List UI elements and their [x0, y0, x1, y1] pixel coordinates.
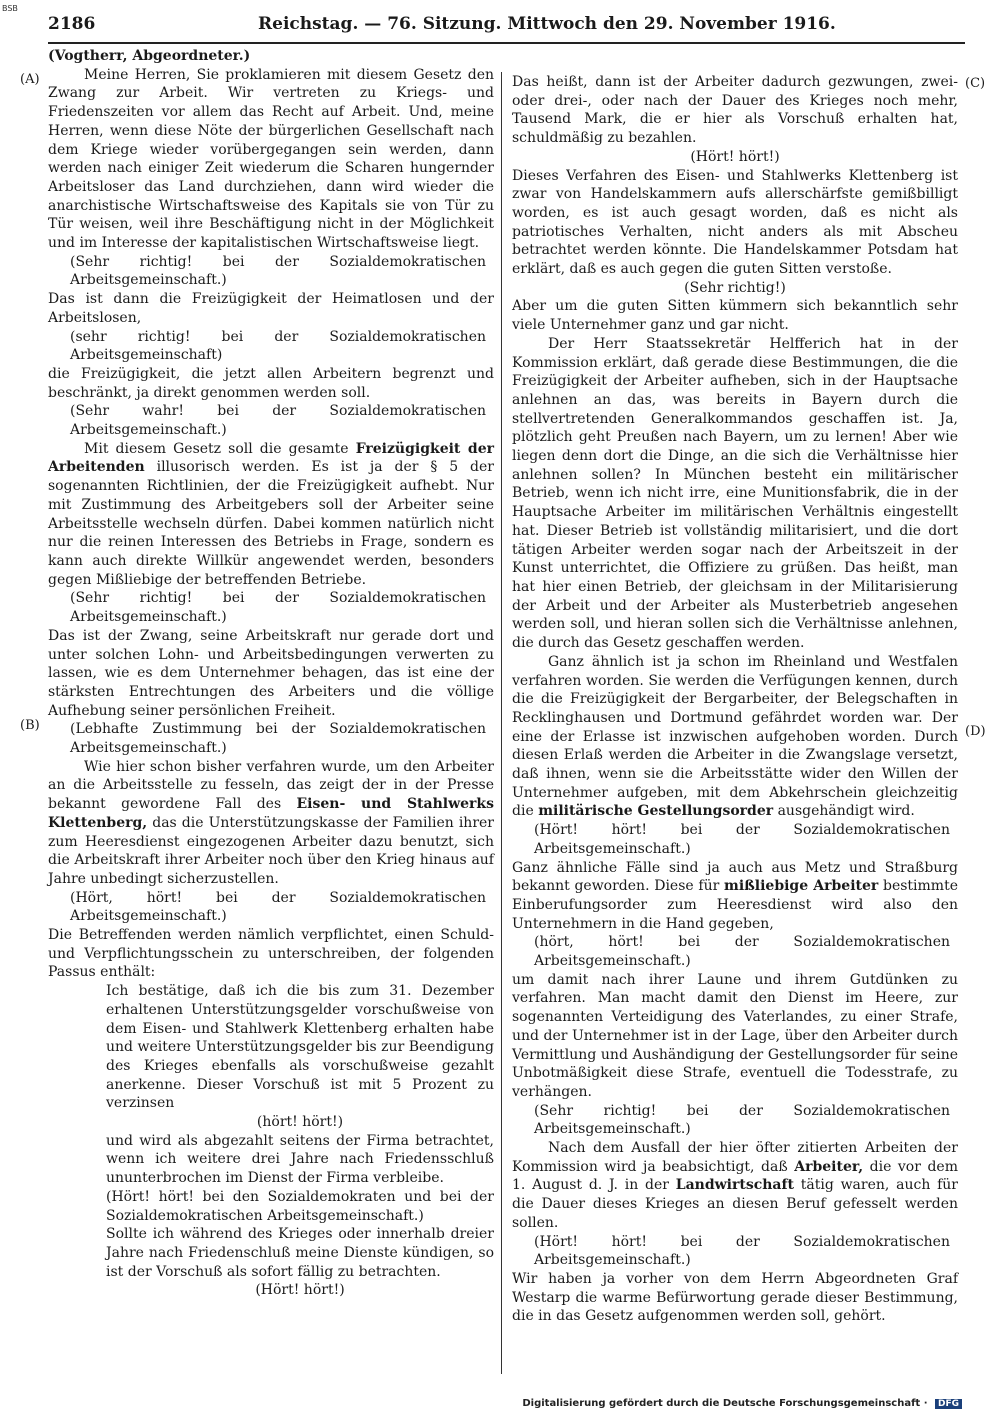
paragraph: die Freizügigkeit, die jetzt allen Arbeitern begrenzt und beschränkt, ja direkt genommen werden soll. [48, 365, 494, 401]
footer-credit [522, 1398, 962, 1409]
interjection: (Sehr richtig! bei der Sozialdemokratischen Arbeitsgemeinschaft.) [534, 1102, 950, 1138]
column-divider [501, 72, 502, 1374]
quote-text: Ich bestätige, daß ich die bis zum 31. Dezember erhaltenen Unterstützungsgelder vorschußweise von dem Eisen- und Stahlwerk Klettenberg erhalten habe und weitere Unterstützungsgelder bis zur Beendigung des Krieges ebenfalls als vorschußweise gezahlt anerkenne. Dieser Vorschuß ist mit 5 Prozent zu verzinsen [106, 983, 494, 1112]
paragraph: Ganz ähnlich ist ja schon im Rheinland und Westfalen verfahren worden. Sie werden die Verfügungen kennen, durch die die Freizügigkeit der Bergarbeiter, der Belegschaften in Recklinghausen und Dortmund gefährdet worden war. Der eine der Erlasse ist inzwischen aufgehoben worden. Durch diesen Erlaß werden die Arbeiter in die Zwangslage versetzt, daß ihnen, wenn sie die Arbeitsstätte wider den Willen der Unternehmer aufgeben, mit dem Abkehrschein gleichzeitig die militärische Gestellungsorder ausgehändigt wird. [512, 653, 958, 820]
speaker-label: (Vogtherr, Abgeordneter.) [48, 48, 251, 64]
interjection: (Hört! hört!) [690, 148, 780, 165]
header-rule [48, 42, 965, 44]
paragraph: Das heißt, dann ist der Arbeiter dadurch gezwungen, zwei- oder drei-, oder nach der Dauer des Krieges noch mehr, Tausend Mark, die er hier als Vorschuß erhalten hat, schuldmäßig zu bezahlen. [512, 74, 958, 147]
quote-text: und wird als abgezahlt seitens der Firma betrachtet, wenn ich weitere drei Jahre nach Friedensschluß ununterbrochen im Dienst der Firma verbleibe. [106, 1132, 494, 1187]
page-header [48, 14, 963, 42]
interjection: (sehr richtig! bei der Sozialdemokratischen Arbeitsgemeinschaft) [70, 328, 486, 364]
library-tag: BSB [2, 4, 18, 13]
quoted-passage [48, 982, 494, 1300]
interjection: (Sehr richtig!) [684, 279, 786, 296]
emphasis: mißliebige Arbeiter [724, 878, 879, 895]
interjection: (Sehr wahr! bei der Sozialdemokratischen Arbeitsgemeinschaft.) [70, 403, 486, 439]
paragraph: um damit nach ihrer Laune und ihrem Gutdünken zu verfahren. Man macht damit den Dienst im Heere, zur sogenannten Verteidigung des Vaterlandes, zu einer Strafe, und der Unternehmer ist in der Lage, über den Arbeiter durch Vermittlung und Aushändigung der Gestellungsorder für seine Unbotmäßigkeit diese Strafe, eventuell die Todesstrafe, zu verhängen. [512, 971, 958, 1100]
paragraph: Mit diesem Gesetz soll die gesamte Freizügigkeit der Arbeitenden illusorisch werden. Es ist ja der § 5 der sogenannten Richtlinien, der die Freizügigkeit aufhebt. Nur mit Zustimmung des Arbeitgebers soll der Arbeiter seine Arbeitsstelle wechseln dürfen. Dabei kommen natürlich nicht nur die reinen Interessen des Betriebs in Frage, sondern es kann auch direkte Willkür angewendet werden, besonders gegen Mißliebige der betreffenden Betriebe. [48, 440, 494, 588]
paragraph: Dieses Verfahren des Eisen- und Stahlwerks Klettenberg ist zwar von Handelskammern aufs allerschärfste gemißbilligt worden, es ist auch gesagt worden, daß es nicht als patriotisches Verhalten, nicht anders als mit Abscheu betrachtet werden könnte. Die Handelskammer Potsdam hat erklärt, daß es auch gegen die guten Sitten verstoße. [512, 167, 958, 278]
emphasis: Arbeiter, [794, 1158, 864, 1175]
left-column [48, 47, 494, 1300]
right-column [512, 73, 958, 1326]
margin-mark-a: (A) [20, 72, 40, 87]
margin-mark-b: (B) [20, 718, 40, 733]
page-title: Reichstag. — 76. Sitzung. Mittwoch den 29. November 1916. [258, 14, 836, 34]
emphasis: Eisen- und Stahlwerks Klettenberg, [48, 796, 495, 831]
paragraph: Das ist der Zwang, seine Arbeitskraft nur gerade dort und unter solchen Lohn- und Arbeitsbedingungen verwerten zu lassen, wie es dem Unternehmer behagen, das ist eine der stärksten Entrechtungen des Arbeiters und die völlige Aufhebung seiner persönlichen Freiheit. [48, 627, 494, 719]
interjection: (Sehr richtig! bei der Sozialdemokratischen Arbeitsgemeinschaft.) [70, 590, 486, 626]
interjection: (Hört! hört!) [255, 1282, 345, 1299]
interjection: (Hört, hört! bei der Sozialdemokratischen Arbeitsgemeinschaft.) [70, 889, 486, 925]
paragraph: Aber um die guten Sitten kümmern sich bekanntlich sehr viele Unternehmer ganz und gar nicht. [512, 298, 958, 334]
paragraph: Ganz ähnliche Fälle sind ja auch aus Metz und Straßburg bekannt geworden. Diese für mißliebige Arbeiter bestimmte Einberufungsorder zum Heeresdienst wird also den Unternehmern in die Hand gegeben, [512, 859, 958, 932]
quote-text: Sollte ich während des Krieges oder innerhalb dreier Jahre nach Friedenschluß meine Dienste kündigen, so ist der Vorschuß als sofort fällig zu betrachten. [106, 1226, 494, 1280]
paragraph: Nach dem Ausfall der hier öfter zitierten Arbeiten der Kommission wird ja beabsichtigt, daß Arbeiter, die vor dem 1. August d. J. in der Landwirtschaft tätig waren, auch für die Dauer dieses Krieges an diesen Beruf gefesselt werden sollen. [512, 1140, 958, 1231]
interjection: (hört, hört! bei der Sozialdemokratischen Arbeitsgemeinschaft.) [534, 934, 950, 970]
dfg-logo: DFG [935, 1399, 962, 1409]
interjection: (Lebhafte Zustimmung bei der Sozialdemokratischen Arbeitsgemeinschaft.) [70, 721, 486, 757]
interjection: (Hört! hört! bei der Sozialdemokratischen Arbeitsgemeinschaft.) [534, 822, 950, 857]
paragraph: Wir haben ja vorher von dem Herrn Abgeordneten Graf Westarp die warme Befürwortung gerade dieser Bestimmung, die in das Gesetz aufgenommen werden soll, gehört. [512, 1271, 958, 1325]
page-number: 2186 [48, 14, 96, 34]
interjection: (Sehr richtig! bei der Sozialdemokratischen Arbeitsgemeinschaft.) [70, 253, 486, 289]
paragraph: Wie hier schon bisher verfahren wurde, um den Arbeiter an die Arbeitsstelle zu fesseln, das zeigt der in der Presse bekannt gewordene Fall des Eisen- und Stahlwerks Klettenberg, das die Unterstützungskasse der Familien ihrer zum Heeresdienst eingezogenen Arbeiter dazu benutzt, sich die Arbeitskraft ihrer Arbeiter noch über den Krieg hinaus auf Jahre unbedingt sicherzustellen. [48, 758, 495, 887]
paragraph: Das ist dann die Freizügigkeit der Heimatlosen und der Arbeitslosen, [48, 291, 494, 326]
emphasis: Freizügigkeit der Arbeitenden [48, 440, 494, 476]
interjection: (Hört! hört! bei den Sozialdemokraten und bei der Sozialdemokratischen Arbeitsgemeinschaft.) [106, 1188, 494, 1224]
interjection: (hört! hört!) [256, 1114, 344, 1131]
paragraph: Meine Herren, Sie proklamieren mit diesem Gesetz den Zwang zur Arbeit. Wir vertreten zu Kriegs- und Friedenszeiten vor allem das Recht auf Arbeit. Und, meine Herren, wenn diese Nöte der bürgerlichen Gesellschaft nach dem Kriege wieder vorübergegangen sein werden, dann werden nach einiger Zeit wiederum die Scharen hungernder Arbeitsloser das Land durchziehen, dann wird wieder die anarchistische Wirtschaftsweise des Kapitals sie von Tür zu Tür weisen, weil ihre Beschäftigung nicht in der Möglichkeit und im Interesse der kapitalistischen Wirtschaftsweise liegt. [48, 66, 494, 252]
margin-mark-c: (C) [965, 76, 986, 91]
paragraph: Die Betreffenden werden nämlich verpflichtet, einen Schuld- und Verpflichtungsschein zu unterschreiben, der folgenden Passus enthält: [48, 927, 494, 981]
emphasis: militärische Gestellungsorder [538, 803, 774, 820]
margin-mark-d: (D) [965, 724, 986, 739]
footer-text: Digitalisierung gefördert durch die Deutsche Forschungsgemeinschaft · [522, 1398, 928, 1409]
paragraph: Der Herr Staatssekretär Helfferich hat in der Kommission erklärt, daß gerade diese Bestimmungen, die die Freizügigkeit der Arbeiter aufheben, sich in der Hauptsache anlehnen an das, was bereits in Bayern durch die stellvertretenden Generalkommandos geschaffen ist. Ja, plötzlich geht Preußen nach Bayern, um zu lernen! Aber wie liegen denn dort die Dinge, an die sich die Verhältnisse hier anlehnen sollen? In München besteht ein militärischer Betrieb, wenn ich nicht irre, eine Munitionsfabrik, die in der Hauptsache Arbeiter im militärischen Verhältnis eingestellt hat. Dieser Betrieb ist vollständig militarisiert, und die dort tätigen Arbeiter werden sogar nach der Arbeitszeit in der Kunst unterrichtet, die Offiziere zu grüßen. Das heißt, man hat hier einen Betrieb, der gleichsam in der Militarisierung der Arbeit und der Arbeiter als Musterbetrieb angesehen werden soll, und hieran sollen sich die Verhältnisse anlehnen, die durch das Gesetz geschaffen werden. [512, 335, 958, 652]
interjection: (Hört! hört! bei der Sozialdemokratischen Arbeitsgemeinschaft.) [534, 1233, 950, 1269]
emphasis: Landwirtschaft [675, 1177, 794, 1194]
